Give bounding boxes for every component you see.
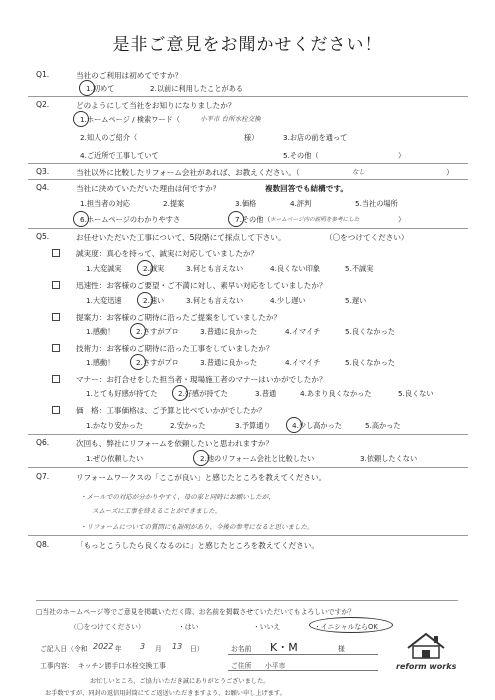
rating-checkbox[interactable]	[52, 281, 60, 289]
rating-price-option-3[interactable]: 3.予算通り	[235, 421, 271, 430]
q6-option-2[interactable]: 2.他のリフォーム会社と比較したい	[200, 454, 315, 463]
rating-proposal-option-2[interactable]: 2.さすがプロ	[136, 327, 179, 336]
q1-option-1[interactable]: 1.初めて	[86, 84, 115, 93]
rating-speed-option-3[interactable]: 3.何とも言えない	[186, 296, 244, 305]
rating-proposal-option-1[interactable]: 1.感動！	[86, 327, 115, 336]
q2-option-2-sama: 様）	[244, 133, 259, 142]
q4-option-7[interactable]: 7.その他（	[235, 215, 271, 224]
q4-selected-circle-6	[73, 211, 89, 227]
rating-checkbox[interactable]	[52, 344, 60, 352]
q4-handwritten-other: ホームページ内の説明を参考にした	[270, 217, 360, 223]
rating-speed-option-5[interactable]: 5.遅い	[345, 296, 367, 305]
name-value[interactable]: K・M	[270, 641, 298, 654]
rating-speed-option-4[interactable]: 4.少し遅い	[270, 296, 306, 305]
thanks-line-1: お忙しいところ、ご協力いただき誠にありがとうございました。	[90, 678, 270, 685]
q8-question: 「もっとこうしたら良くなるのに」と感じたところを教えてください。	[76, 541, 319, 550]
rating-manner-heading: マナー：お打合せをした担当者・現場施工者のマナーはいかがでしたか？	[76, 375, 327, 384]
q4-option-7-close: ）	[398, 215, 406, 224]
rating-price-option-5[interactable]: 5.高かった	[365, 421, 401, 430]
publish-consent-initial[interactable]: ・イニシャルならOK	[314, 623, 378, 631]
q2-option-5-close: ）	[398, 151, 406, 160]
address-underline	[228, 670, 378, 671]
rating-speed-option-2[interactable]: 2.速い	[143, 296, 165, 305]
rating-checkbox[interactable]	[52, 375, 60, 383]
q2-selected-circle	[73, 111, 89, 127]
q4-question: 当社に決めていただいた理由は何ですか？	[76, 184, 221, 193]
address-value[interactable]: 小平市	[265, 662, 286, 670]
logo-text: reform works	[396, 662, 457, 671]
q2-number: Q2.	[36, 100, 50, 109]
q2-option-2[interactable]: 2.知人のご紹介（	[80, 133, 138, 142]
rating-checkbox[interactable]	[52, 313, 60, 321]
q2-handwritten-search: 小平市 台所水栓交換	[200, 115, 261, 123]
publish-consent-yes[interactable]: ・はい	[178, 623, 199, 631]
publish-consent-question: □当社のホームページ等でご意見を掲載いただく際、お名前を掲載させていただいてもよろしいですか？	[36, 608, 355, 616]
rating-manner-selected-circle	[172, 385, 188, 401]
rating-skill-selected-circle	[130, 354, 146, 370]
date-month[interactable]: 3	[140, 642, 146, 651]
rating-manner-option-3[interactable]: 3.普通	[255, 389, 277, 398]
q6-option-1[interactable]: 1.ぜひ依頼したい	[86, 454, 144, 463]
name-label: お名前	[231, 645, 252, 653]
q4-option-1[interactable]: 1.担当者の対応	[80, 199, 130, 208]
q7-question: リフォームワークスの「ここが良い」と感じたところを教えてください。	[76, 473, 327, 482]
date-day[interactable]: 13	[172, 642, 183, 651]
rating-manner-option-2[interactable]: 2.好感が持てた	[178, 389, 228, 398]
q2-question: どのようにして当社をお知りになりましたか？	[76, 101, 236, 110]
q7-handwritten-line-2: スムーズに工事を終えることができました。	[92, 507, 222, 515]
q3-question: 当社以外に比較したリフォーム会社があれば、お教えください。（	[76, 168, 300, 177]
rating-manner-option-1[interactable]: 1.とても好感が持てた	[86, 389, 158, 398]
publish-consent-selected-circle	[309, 617, 393, 633]
rating-proposal-option-5[interactable]: 5.良くなかった	[345, 327, 395, 336]
rating-skill-option-4[interactable]: 4.イマイチ	[285, 358, 321, 367]
address-label: ご住所	[231, 662, 252, 670]
divider	[28, 467, 468, 468]
rating-speed-selected-circle	[137, 292, 153, 308]
divider	[28, 228, 468, 229]
date-day-suffix: 日）	[190, 645, 204, 653]
rating-sincerity-option-2[interactable]: 2.誠実	[143, 264, 165, 273]
work-value[interactable]: キッチン勝手口水栓交換工事	[78, 662, 166, 670]
q1-option-2[interactable]: 2.以前に利用したことがある	[150, 84, 244, 93]
q1-number: Q1.	[36, 70, 50, 79]
rating-checkbox[interactable]	[52, 406, 60, 414]
q4-note: 複数回答でも結構です。	[265, 184, 348, 193]
rating-sincerity-option-4[interactable]: 4.良くない印象	[270, 264, 320, 273]
q6-selected-circle	[193, 450, 209, 466]
q7-handwritten-line-3: ・リフォームについての質問にも説明があり、今後の参考になると思いました。	[80, 523, 314, 531]
q2-option-3[interactable]: 3.お店の前を通って	[283, 133, 348, 142]
date-month-suffix: 月	[155, 645, 162, 653]
rating-checkbox[interactable]	[52, 249, 60, 257]
name-suffix: 様	[338, 645, 345, 653]
q7-handwritten-line-1: ・メールでの対応が分かりやすく、母の家と同時にお願いしたが、	[80, 493, 275, 501]
rating-proposal-heading: 提案力：お客様のご期待に沿ったご提案をしていましたか？	[76, 313, 282, 322]
q1-question: 当社のご利用は初めてですか？	[76, 71, 183, 80]
rating-price-option-2[interactable]: 2.安かった	[170, 421, 206, 430]
q4-option-3[interactable]: 3.価格	[235, 199, 257, 208]
rating-sincerity-option-1[interactable]: 1.大変誠実	[86, 264, 122, 273]
q6-question: 次回も、弊社にリフォームを依頼したいと思われますか？	[76, 439, 274, 448]
name-underline	[228, 654, 378, 655]
date-year-suffix: 年	[115, 645, 122, 653]
divider	[28, 96, 468, 97]
rating-sincerity-option-3[interactable]: 3.何とも言えない	[186, 264, 244, 273]
rating-skill-option-5[interactable]: 5.良くなかった	[345, 358, 395, 367]
rating-proposal-option-4[interactable]: 4.イマイチ	[285, 327, 321, 336]
q4-option-5[interactable]: 5.当社の場所	[355, 199, 398, 208]
q2-option-1[interactable]: 1.ホームページ / 検索ワード（	[80, 115, 180, 124]
work-label: 工事内容：	[40, 662, 74, 670]
q6-number: Q6.	[36, 438, 50, 447]
q5-question: お任せいただいた工事について、5段階にて採点して下さい。	[76, 233, 286, 242]
rating-proposal-selected-circle	[130, 323, 146, 339]
rating-manner-option-5[interactable]: 5.良くない	[398, 389, 434, 398]
publish-consent-no[interactable]: ・いいえ	[253, 623, 281, 631]
q4-option-2[interactable]: 2.提案	[163, 199, 185, 208]
rating-speed-heading: 迅速性：お客様のご要望・ご不満に対し、素早い対応をしていましたか？	[76, 281, 327, 290]
q3-close: ）	[446, 168, 454, 177]
rating-price-option-4[interactable]: 4.少し高かった	[292, 421, 342, 430]
divider	[28, 179, 468, 180]
publish-consent-note: （〇をつけてください）	[70, 623, 145, 631]
rating-skill-option-1[interactable]: 1.感動！	[86, 358, 115, 367]
rating-sincerity-option-5[interactable]: 5.不誠実	[345, 264, 374, 273]
q2-option-4[interactable]: 4.ご近所で工事していて	[80, 151, 159, 160]
page-title: 是非ご意見をお聞かせください！	[112, 35, 383, 55]
rating-price-option-1[interactable]: 1.かなり安かった	[86, 421, 144, 430]
q5-number: Q5.	[36, 232, 50, 241]
date-year[interactable]: 2022	[93, 642, 114, 651]
rating-price-heading: 価 格：工事価格は、ご予算と比べていかがでしたか？	[76, 406, 266, 415]
q2-option-5[interactable]: 5.その他（	[283, 151, 319, 160]
thanks-line-2: お手数ですが、同封の返信用封筒にてご返送いただきますよう、お願い申し上げます。	[45, 690, 286, 697]
q4-option-4[interactable]: 4.評判	[290, 199, 312, 208]
q5-note: （〇をつけてください）	[325, 233, 409, 242]
divider	[36, 600, 458, 601]
rating-manner-option-4[interactable]: 4.あまり良くなかった	[300, 389, 372, 398]
q4-number: Q4.	[36, 183, 50, 192]
q4-selected-circle-7	[228, 211, 244, 227]
rating-proposal-option-3[interactable]: 3.普通に良かった	[200, 327, 258, 336]
rating-skill-heading: 技術力：お客様のご期待に沿った工事をしていましたか？	[76, 344, 274, 353]
rating-skill-option-2[interactable]: 2.さすがプロ	[136, 358, 179, 367]
rating-price-selected-circle	[286, 417, 302, 433]
rating-sincerity-selected-circle	[137, 260, 153, 276]
q1-selected-circle	[79, 80, 95, 96]
divider	[28, 163, 468, 164]
q3-handwritten-answer: なし	[352, 168, 365, 176]
q3-number: Q3.	[36, 167, 50, 176]
rating-speed-option-1[interactable]: 1.大変迅速	[86, 296, 122, 305]
q7-number: Q7.	[36, 472, 50, 481]
q8-number: Q8.	[36, 540, 50, 549]
divider	[28, 535, 468, 536]
rating-skill-option-3[interactable]: 3.普通に良かった	[200, 358, 258, 367]
q4-option-6[interactable]: 6.ホームページのわかりやすさ	[80, 215, 181, 224]
q6-option-3[interactable]: 3.依頼したくない	[360, 454, 418, 463]
divider	[28, 434, 468, 435]
date-label: ご記入日（令和	[40, 645, 88, 653]
rating-sincerity-heading: 誠実度：真心を持って、誠実に対応していましたか？	[76, 249, 259, 258]
